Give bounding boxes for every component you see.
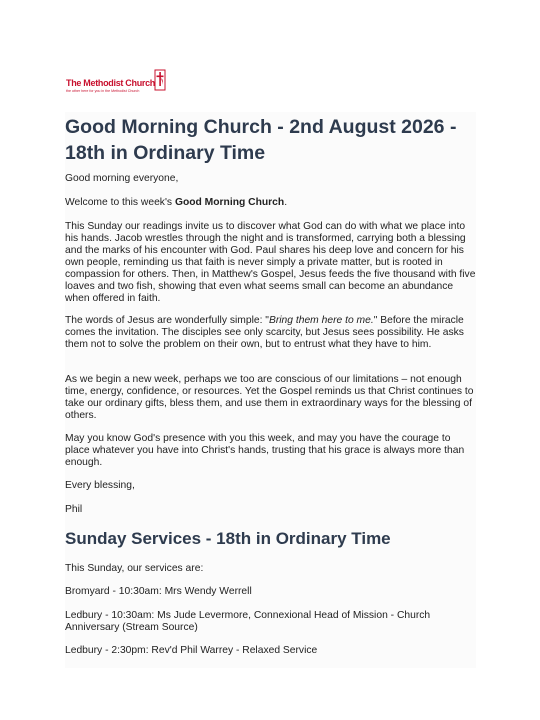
newsletter-content — [65, 112, 476, 668]
services-heading: Sunday Services - 18th in Ordinary Time — [65, 529, 391, 548]
service-item: Ledbury - 10:30am: Ms Jude Levermore, Connexional Head of Mission - Church Anniversary (Stream Source) — [65, 610, 431, 633]
paragraph-new-week: As we begin a new week, perhaps we too are conscious of our limitations – not enough time, energy, confidence, or resources. Yet the Gospel reminds us that Christ continues to take our ordinary gifts, bless them, and use them in extraordinary ways for the blessing of others. — [65, 374, 474, 421]
cross-and-flame-icon — [154, 68, 166, 92]
paragraph-words-of-jesus: The words of Jesus are wonderfully simple: "Bring them here to me." Before the miracle comes the invitation. The disciples see only scarcity, but Jesus sees possibility. He asks them not to solve the problem on their own, but to entrust what they have to him. — [65, 315, 464, 350]
paragraph-blessing: May you know God's presence with you this week, and may you have the courage to place whatever you have into Christ's hands, trusting that his grace is always more than enough. — [65, 433, 465, 468]
services-intro: This Sunday, our services are: — [65, 563, 204, 574]
logo-tagline: the other here for you in the Methodist Church — [66, 89, 140, 93]
logo-name: The Methodist Church — [66, 78, 155, 88]
service-item: Ledbury - 2:30pm: Rev'd Phil Warrey - Relaxed Service — [65, 645, 318, 656]
signoff: Every blessing, — [65, 480, 135, 491]
paragraph-readings: This Sunday our readings invite us to discover what God can do with what we place into his hands. Jacob wrestles through the night and is transformed, carrying both a blessing and the marks of his encounter with God. Paul shares his deep love and concern for his own people, reminding us that faith is never simply a private matter, but is rooted in compassion for others. Then, in Matthew's Gospel, Jesus feeds the five thousand with five loaves and two fish, showing that even what seems small can become an abundance when offered in faith. — [65, 221, 476, 304]
methodist-church-logo — [66, 66, 170, 96]
welcome-bold: Good Morning Church — [174, 197, 285, 208]
article-title: Good Morning Church - 2nd August 2026 - 18th in Ordinary Time — [65, 116, 457, 164]
quote: Bring them here to me. — [268, 315, 374, 326]
signature: Phil — [65, 504, 83, 515]
greeting: Good morning everyone, — [65, 173, 179, 184]
welcome-line: Welcome to this week's Good Morning Church. — [65, 197, 288, 208]
service-item: Bromyard - 10:30am: Mrs Wendy Werrell — [65, 586, 252, 597]
